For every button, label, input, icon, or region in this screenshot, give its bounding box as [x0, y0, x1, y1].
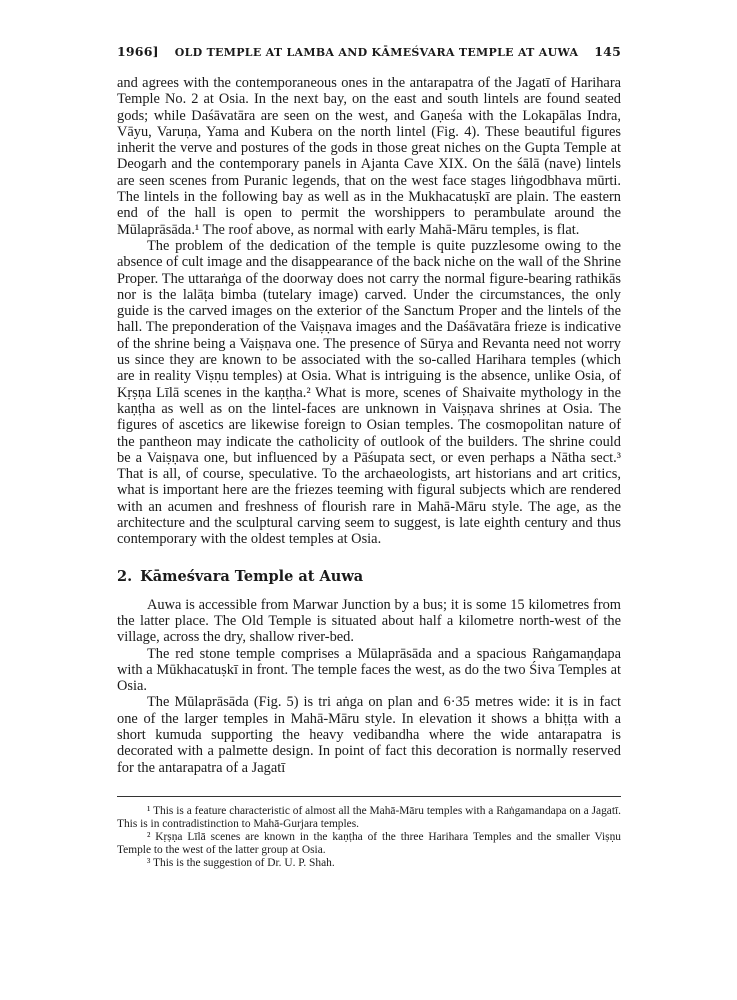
body-text-part2 — [117, 597, 621, 776]
section-heading — [117, 568, 621, 585]
footnote: ² Kṛṣṇa Līlā scenes are known in the kaṇṭha of the three Harihara Temples and the smaller Viṣṇu Temple to the west of the latter group at Osia. — [117, 830, 621, 856]
section-title: Kāmeśvara Temple at Auwa — [140, 567, 364, 585]
paragraph: The red stone temple comprises a Mūlaprāsāda and a spacious Raṅgamaṇḍapa with a Mūkhacatuṣkī in front. The temple faces the west, as do the two Śiva Temples at Osia. — [117, 645, 621, 695]
journal-page — [117, 44, 621, 870]
page-number: 145 — [594, 44, 621, 59]
footnote: ³ This is the suggestion of Dr. U. P. Shah. — [147, 856, 335, 869]
paragraph: The problem of the dedication of the temple is quite puzzlesome owing to the absence of cult image and the disappearance of the back niche on the wall of the Shrine Proper. The uttaraṅga of the doorway does not carry the normal figure-bearing rathikās nor is the lalāṭa bimba (tutelary image) carved. Under the circumstances, the only guide is the carved images on the exterior of the Sanctum Proper and the lintels of the hall. The preponderation of the Vaiṣṇava images and the Daśāvatāra frieze is indicative of the shrine being a Vaiṣṇava one. The presence of Sūrya and Revanta need not worry us since they are known to be associated with the so-called Harihara temples (which are in reality Viṣṇu temples) at Osia. What is intriguing is the absence, unlike Osia, of Kṛṣṇa Līlā scenes in the kaṇṭha.² What is more, scenes of Shaivaite mythology in the kaṇṭha as well as on the lintel-faces are unknown in Vaiṣṇava shrines at Osia. The figures of ascetics are likewise foreign to Osian temples. The cosmopolitan nature of the pantheon may indicate the catholicity of outlook of the builders. The shrine could be a Vaiṣṇava one, but influenced by a Pāśupata sect, or even perhaps a Nātha sect.³ That is all, of course, speculative. To the archaeologists, art historians and art critics, what is important here are the friezes teeming with figural subjects which are rendered with an acumen and freshness of flourish rare in Mahā-Māru style. The age, as the architecture and the sculptural carving seem to suggest, is late eighth century and thus contemporary with the oldest temples at Osia. — [117, 237, 621, 548]
paragraph: and agrees with the contemporaneous ones in the antarapatra of the Jagatī of Harihara Temple No. 2 at Osia. In the next bay, on the east and south lintels are found seated gods; while Daśāvatāra are seen on the west, and Gaṇeśa with the Lokapālas Indra, Vāyu, Varuṇa, Yama and Kubera on the north lintel (Fig. 4). These beautiful figures inherit the verve and postures of the gods in those great niches on the Gupta Temple at Deogarh and the contemporary panels in Ajanta Cave XIX. On the śālā (nave) lintels are seen scenes from Puranic legends, that on the west face stages liṅgodbhava mūrti. The lintels in the following bay as well as in the Mukhacatuṣkī are plain. The eastern end of the hall is open to permit the worshippers to perambulate around the Mūlaprāsāda.¹ The roof above, as normal with early Mahā-Māru temples, is flat. — [117, 75, 621, 238]
header-year: 1966] — [117, 44, 159, 59]
footnote-divider — [117, 796, 621, 797]
running-header — [117, 44, 621, 59]
section-number: 2. — [117, 567, 133, 585]
paragraph: The Mūlaprāsāda (Fig. 5) is tri aṅga on plan and 6·35 metres wide: it is in fact one of the larger temples in Mahā-Māru style. In elevation it shows a bhiṭṭa with a short kumuda supporting the heavy vedibandha where the wide antarapatra is decorated with a palmette design. In point of fact this decoration is normally reserved for the antarapatra of a Jagatī — [117, 694, 621, 776]
footnotes — [117, 805, 621, 870]
paragraph: Auwa is accessible from Marwar Junction by a bus; it is some 15 kilometres from the latter place. The Old Temple is situated about half a kilometre north-west of the village, across the dry, shallow river-bed. — [117, 596, 621, 646]
header-title: OLD TEMPLE AT LAMBA AND KĀMEŚVARA TEMPLE AT AUWA — [174, 46, 579, 59]
body-text-part1 — [117, 75, 621, 548]
footnote: ¹ This is a feature characteristic of almost all the Mahā-Māru temples with a Raṅgamandapa on a Jagatī. This is in contradistinction to Mahā-Gurjara temples. — [117, 804, 621, 830]
